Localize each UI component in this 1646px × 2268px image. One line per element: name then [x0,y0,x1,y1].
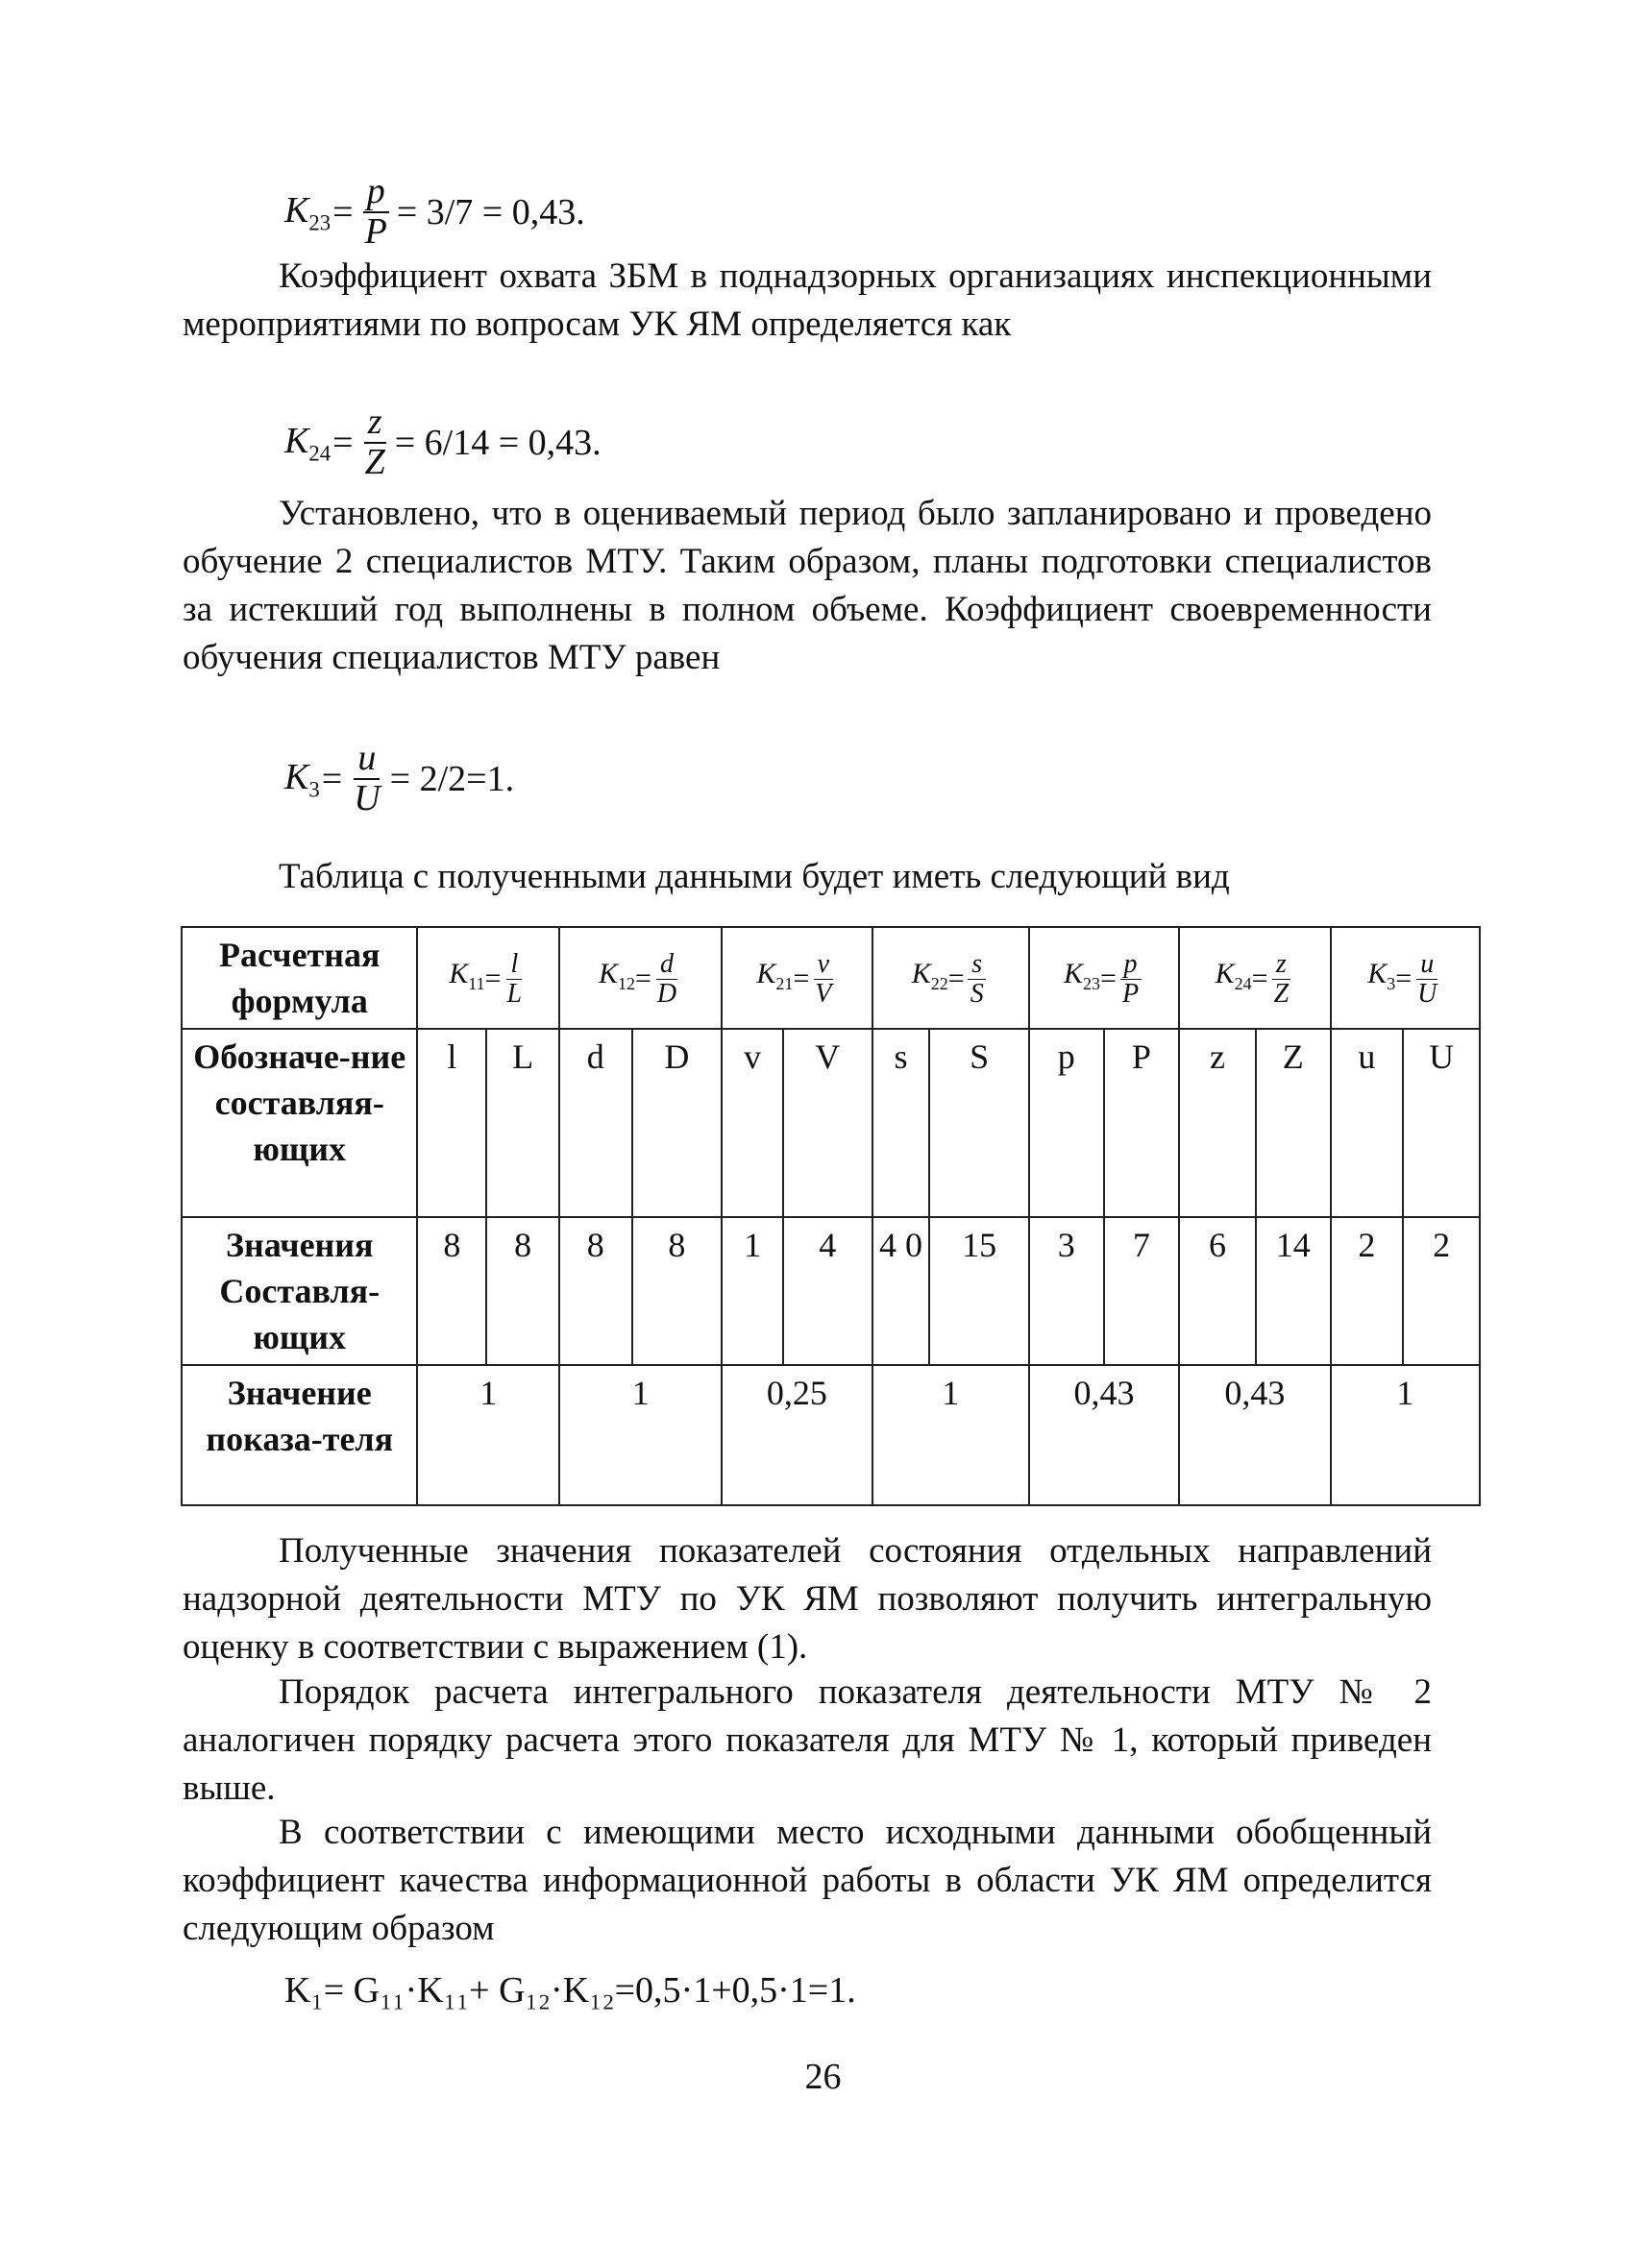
value-cell: 8 [486,1217,559,1365]
indicator-cell: 0,43 [1029,1365,1179,1505]
paragraph-5: В соответствии с имеющими место исходными данными обобщенный коэффициент качества информационной работы в области УК ЯМ определится следующим образом [183,1813,1432,1948]
final-formula: K₁= G₁₁·K₁₁+ G₁₂·K₁₂=0,5·1+0,5·1=1. [284,1970,856,2011]
value-cell: 14 [1256,1217,1331,1365]
table-formula-k3: $K_3$ = $\frac{u}{U}$ [1331,927,1480,1029]
value-cell: 4 [783,1217,872,1365]
row-header-formula: Расчетная формула [182,927,417,1029]
value-cell: 3 [1029,1217,1104,1365]
formula-k3-symbol: $K_3$ [284,756,320,802]
formula-k24-symbol: $K_{24}$ [284,420,332,466]
table-formula-k24: $K_{24}$ = $\frac{z}{Z}$ [1179,927,1330,1029]
symbol-cell: l [417,1029,486,1217]
indicator-cell: 1 [872,1365,1029,1505]
symbol-cell: D [632,1029,723,1217]
formula-k24-fraction: $\frac{z}{Z}$ [364,402,385,482]
indicator-cell: 0,25 [722,1365,872,1505]
table-formula-k12: $K_{12}$ = $\frac{d}{D}$ [559,927,722,1029]
table-intro: Таблица с полученными данными будет иметь следующий вид [279,857,1230,896]
formula-k23-symbol: $K_{23}$ [284,189,332,235]
symbol-cell: V [783,1029,872,1217]
row-header-indicator-values: Значение показа-теля [182,1365,417,1505]
table-formula-k22: $K_{22}$ = $\frac{s}{S}$ [872,927,1029,1029]
value-cell: 8 [559,1217,632,1365]
table-row-component-values [182,1217,1480,1365]
symbol-cell: P [1104,1029,1180,1217]
indicator-cell: 1 [417,1365,558,1505]
row-header-symbols: Обозначе-ние составляя-ющих [182,1029,417,1217]
paragraph-1: Коэффициент охвата ЗБМ в поднадзорных организациях инспекционными мероприятиями по вопросам УК ЯМ определяется как [183,256,1432,344]
table-row-formula [182,927,1480,1029]
value-cell: 15 [929,1217,1029,1365]
symbol-cell: s [872,1029,930,1217]
paragraph-3: Полученные значения показателей состояния отдельных направлений надзорной деятельности МТУ по УК ЯМ позволяют получить интегральную оценку в соответствии с выражением (1). [183,1531,1432,1667]
table-formula-k23: $K_{23}$ = $\frac{p}{P}$ [1029,927,1179,1029]
paragraph-4: Порядок расчета интегрального показателя деятельности МТУ № 2 аналогичен порядку расчета этого показателя для МТУ № 1, который приведен выше. [183,1672,1432,1808]
table-formula-k21: $K_{21}$ = $\frac{v}{V}$ [722,927,872,1029]
formula-k23-result: = 3/7 = 0,43. [396,191,585,232]
value-cell: 8 [417,1217,486,1365]
formula-k3-result: = 2/2=1. [389,758,515,799]
formula-k23-fraction: $\frac{p}{P}$ [364,171,387,252]
value-cell: 2 [1331,1217,1404,1365]
symbol-cell: S [929,1029,1029,1217]
symbol-cell: d [559,1029,632,1217]
indicator-cell: 1 [559,1365,722,1505]
symbol-cell: z [1179,1029,1256,1217]
table-row-symbols [182,1029,1480,1217]
symbol-cell: L [486,1029,559,1217]
formula-k3-fraction: $\frac{u}{U}$ [354,738,381,818]
page-number: 26 [804,2057,842,2097]
value-cell: 2 [1403,1217,1480,1365]
table-formula-k11: $K_{11}$ = $\frac{l}{L}$ [417,927,558,1029]
indicator-cell: 1 [1331,1365,1480,1505]
symbol-cell: v [722,1029,783,1217]
symbol-cell: Z [1256,1029,1331,1217]
symbol-cell: u [1331,1029,1404,1217]
symbol-cell: U [1403,1029,1480,1217]
results-table [181,926,1481,1506]
indicator-cell: 0,43 [1179,1365,1330,1505]
value-cell: 6 [1179,1217,1256,1365]
formula-k24: $K_{24}$ = $\frac{z}{Z}$ = 6/14 = 0,43. [284,402,602,482]
value-cell: 8 [632,1217,723,1365]
row-header-component-values: Значения Составля-ющих [182,1217,417,1365]
value-cell: 4 0 [872,1217,930,1365]
paragraph-2: Установлено, что в оцениваемый период было запланировано и проведено обучение 2 специалистов МТУ. Таким образом, планы подготовки специалистов за истекший год выполнены в полном объеме. Коэффициент своевременности обучения специалистов МТУ равен [183,494,1432,677]
symbol-cell: p [1029,1029,1104,1217]
formula-k23: $K_{23}$ = $\frac{p}{P}$ = 3/7 = 0,43. [284,171,585,252]
formula-k24-result: = 6/14 = 0,43. [394,422,602,463]
formula-k3: $K_3$ = $\frac{u}{U}$ = 2/2=1. [284,738,515,818]
value-cell: 7 [1104,1217,1180,1365]
table-row-indicator-values [182,1365,1480,1505]
value-cell: 1 [722,1217,783,1365]
